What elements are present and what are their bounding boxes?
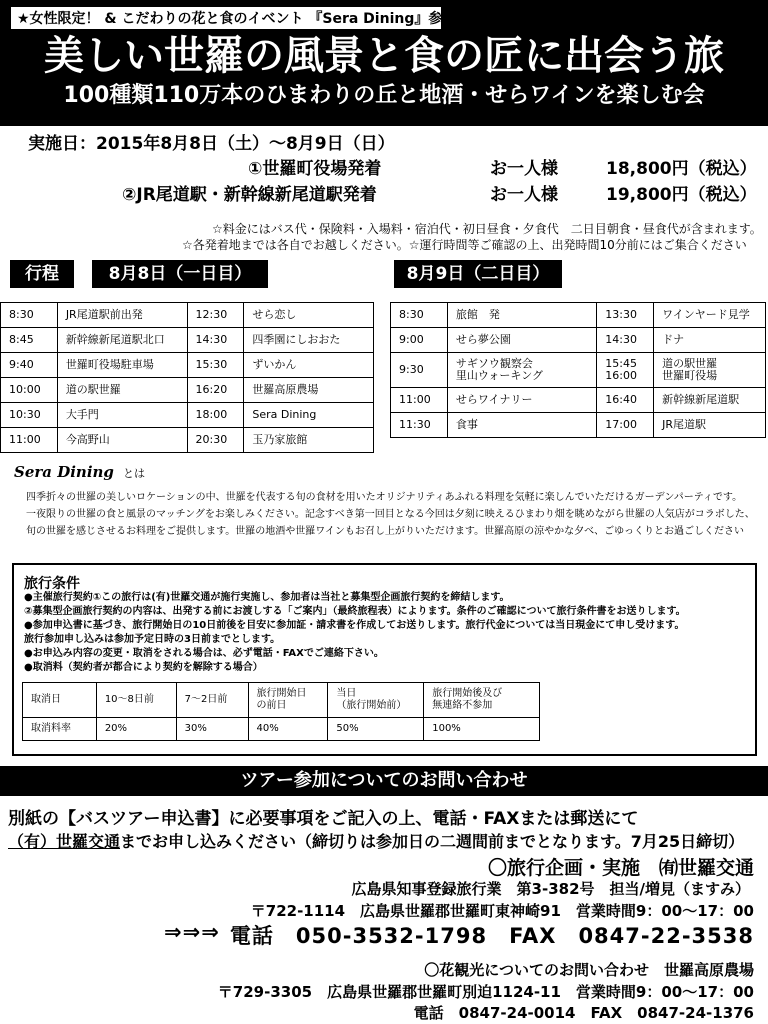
schedule-row [391, 303, 766, 328]
schedule-row [1, 328, 374, 353]
schedule-cell: 11:00 [1, 428, 58, 453]
departure-2-price: 19,800円（税込） [606, 185, 757, 205]
schedule-row [391, 353, 766, 388]
travel-conditions-box [12, 563, 757, 756]
sera-dining-description [26, 489, 755, 540]
organizer: 〇旅行企画・実施 ㈲世羅交通 [487, 857, 754, 879]
cancel-cell: 取消料率 [23, 718, 97, 741]
schedule-row [1, 428, 374, 453]
conditions-list [24, 591, 686, 675]
event-date: 実施日：2015年8月8日（土）～8月9日（日） [28, 134, 395, 154]
schedule-row [1, 403, 374, 428]
arrows: ⇒⇒⇒ [164, 920, 220, 944]
schedule-row [1, 353, 374, 378]
schedule-row [391, 413, 766, 438]
deadline-text: までお申し込みください（締切りは参加日の二週間前までとなります。7月25日締切） [120, 832, 745, 851]
schedule-cell: 玉乃家旅館 [244, 428, 374, 453]
meeting-note: ☆各発着地までは各自でお越しください。☆運行時間等ご確認の上、出発時間10分前にはご集合ください [182, 238, 747, 252]
price-note: ☆料金にはバス代・保険料・入場料・宿泊代・初日昼食・夕食代 二日目朝食・昼食代が含まれます。 [212, 222, 762, 236]
schedule-cell: サギソウ観察会 里山ウォーキング [447, 353, 596, 388]
schedule-cell: 15:30 [187, 353, 244, 378]
schedule-cell: 8:30 [1, 303, 58, 328]
flower-address: 〒729-3305 広島県世羅郡世羅町別迫1124-11 営業時間9：00～17：00 [217, 983, 754, 1001]
schedule-cell: 今高野山 [57, 428, 187, 453]
page-title: 美しい世羅の風景と食の匠に出会う旅 [44, 33, 724, 79]
schedule-row [1, 378, 374, 403]
departure-1-price: 18,800円（税込） [606, 159, 757, 179]
schedule-cell: 世羅町役場駐車場 [57, 353, 187, 378]
condition-line: ●参加申込書に基づき、旅行開始日の10日前後を目安に参加証・請求書を作成してお送りします。旅行代金については当日現金にて申し受けます。 [24, 620, 685, 631]
sera-dining-heading [14, 462, 145, 481]
cancellation-fee-table [22, 682, 540, 741]
cancel-row [23, 683, 540, 718]
schedule-cell: 9:30 [391, 353, 448, 388]
flower-phone: 電話 0847-24-0014 FAX 0847-24-1376 [413, 1004, 754, 1022]
condition-line: ●お申込み内容の変更・取消をされる場合は、必ず電話・FAXでご連絡下さい。 [24, 648, 384, 659]
departure-1-label: ①世羅町役場発着 [248, 159, 382, 179]
cancel-cell: 旅行開始後及び 無連絡不参加 [424, 683, 540, 718]
condition-line: 旅行参加申し込みは参加予定日時の3日前までとします。 [24, 634, 281, 645]
sera-dining-line: 一夜限りの世羅の食と風景のマッチングをお楽しみください。記念すべき第一回目となる今回は夕刻に映えるひまわり畑を眺めながら世羅の人気店がコラボした、 [26, 509, 755, 520]
schedule-cell: 9:40 [1, 353, 58, 378]
cancel-cell: 20% [96, 718, 176, 741]
day2-schedule-table [390, 302, 766, 438]
schedule-row [391, 328, 766, 353]
schedule-cell: 20:30 [187, 428, 244, 453]
schedule-row [1, 303, 374, 328]
day1-schedule-table [0, 302, 374, 453]
schedule-cell: 9:00 [391, 328, 448, 353]
schedule-cell: 食事 [447, 413, 596, 438]
schedule-cell: 新幹線新尾道駅 [654, 388, 766, 413]
departure-2-per: お一人様 [490, 185, 558, 205]
schedule-cell: 世羅高原農場 [244, 378, 374, 403]
schedule-cell: 道の駅世羅 世羅町役場 [654, 353, 766, 388]
schedule-cell: 8:45 [1, 328, 58, 353]
schedule-cell: 大手門 [57, 403, 187, 428]
schedule-row [391, 388, 766, 413]
page-subtitle: 100種類110万本のひまわりの丘と地酒・せらワインを楽しむ会 [63, 83, 705, 108]
schedule-cell: 14:30 [597, 328, 654, 353]
schedule-cell: ドナ [654, 328, 766, 353]
organizer-address: 〒722-1114 広島県世羅郡世羅町東神崎91 営業時間9：00～17：00 [250, 902, 754, 920]
conditions-title: 旅行条件 [24, 576, 80, 592]
cancel-cell: 7～2日前 [176, 683, 248, 718]
condition-line: ②募集型企画旅行契約の内容は、出発する前にお渡しする「ご案内」（最終旅程表）によります。条件のご確認について旅行条件書をお送りします。 [24, 606, 686, 617]
cancel-row [23, 718, 540, 741]
day1-label: 8月8日（一日目） [92, 260, 268, 288]
condition-line: ●主催旅行契約①この旅行は(有)世羅交通が施行実施し、参加者は当社と募集型企画旅行契約を締結します。 [24, 592, 510, 603]
cancel-cell: 100% [424, 718, 540, 741]
schedule-cell: 四季園にしおおた [244, 328, 374, 353]
schedule-cell: せら夢公園 [447, 328, 596, 353]
schedule-cell: 新幹線新尾道駅北口 [57, 328, 187, 353]
company-name: （有）世羅交通 [8, 832, 121, 851]
cancel-cell: 50% [328, 718, 424, 741]
schedule-cell: ワインヤード見学 [654, 303, 766, 328]
schedule-cell: 11:00 [391, 388, 448, 413]
schedule-cell: 15:45 16:00 [597, 353, 654, 388]
event-tag: ★女性限定！ & こだわりの花と食のイベント 『Sera Dining』参加！ [10, 6, 442, 30]
schedule-cell: ずいかん [244, 353, 374, 378]
schedule-cell: 旅館 発 [447, 303, 596, 328]
schedule-cell: JR尾道駅 [654, 413, 766, 438]
condition-line: ●取消料（契約者が都合により契約を解除する場合） [24, 662, 263, 673]
schedule-cell: Sera Dining [244, 403, 374, 428]
cancel-cell: 30% [176, 718, 248, 741]
cancel-cell: 取消日 [23, 683, 97, 718]
schedule-cell: 16:20 [187, 378, 244, 403]
day2-label: 8月9日（二日目） [394, 260, 562, 288]
schedule-cell: 12:30 [187, 303, 244, 328]
schedule-cell: 18:00 [187, 403, 244, 428]
cancel-cell: 旅行開始日 の前日 [248, 683, 328, 718]
departure-2-label: ②JR尾道駅・新幹線新尾道駅発着 [122, 185, 377, 205]
license-info: 広島県知事登録旅行業 第3-382号 担当/増見（ますみ） [351, 880, 750, 898]
itinerary-label: 行程 [10, 260, 74, 288]
sera-dining-line: 四季折々の世羅の美しいロケーションの中、世羅を代表する旬の食材を用いたオリジナリティあふれる料理を気軽に楽しんでいただけるガーデンパーティです。 [26, 492, 743, 503]
schedule-cell: 17:00 [597, 413, 654, 438]
schedule-cell: 道の駅世羅 [57, 378, 187, 403]
sera-dining-brand: Sera Dining [14, 463, 114, 481]
organizer-phone: 電話 050-3532-1798 FAX 0847-22-3538 [229, 924, 754, 948]
inquiry-deadline [8, 829, 744, 852]
sera-dining-suffix: とは [123, 467, 146, 480]
departure-1-per: お一人様 [490, 159, 558, 179]
flower-inquiry-title: 〇花観光についてのお問い合わせ 世羅高原農場 [424, 961, 754, 979]
inquiry-instruction: 別紙の【バスツアー申込書】に必要事項をご記入の上、電話・FAXまたは郵送にて [8, 809, 639, 829]
schedule-cell: 10:00 [1, 378, 58, 403]
schedule-cell: 10:30 [1, 403, 58, 428]
inquiry-bar: ツアー参加についてのお問い合わせ [0, 766, 768, 796]
schedule-cell: 11:30 [391, 413, 448, 438]
schedule-cell: 8:30 [391, 303, 448, 328]
schedule-cell: せら恋し [244, 303, 374, 328]
schedule-cell: 14:30 [187, 328, 244, 353]
schedule-cell: 13:30 [597, 303, 654, 328]
schedule-cell: せらワイナリー [447, 388, 596, 413]
schedule-cell: 16:40 [597, 388, 654, 413]
cancel-cell: 当日 （旅行開始前） [328, 683, 424, 718]
cancel-cell: 10～8日前 [96, 683, 176, 718]
sera-dining-line: 旬の世羅を感じさせるお料理をご提供します。世羅の地酒や世羅ワインもお召し上がりいただけます。世羅高原の涼やかな夕べ、ごゆっくりとお過ごしください [26, 526, 744, 537]
cancel-cell: 40% [248, 718, 328, 741]
schedule-cell: JR尾道駅前出発 [57, 303, 187, 328]
